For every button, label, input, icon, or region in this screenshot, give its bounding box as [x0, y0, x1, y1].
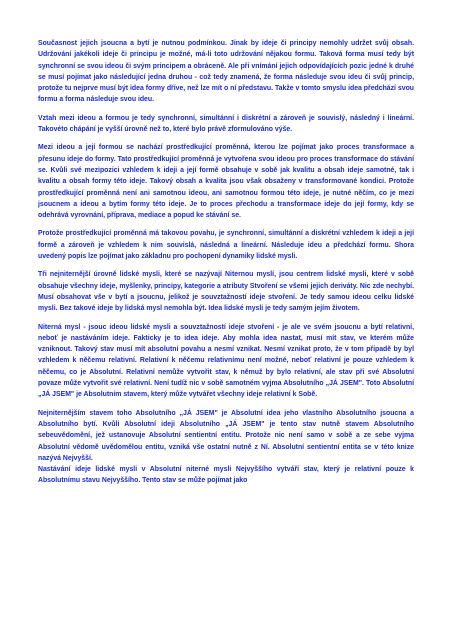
- paragraph-7: Nejniternějším stavem toho Absolutního „JÁ JSEM" je Absolutní idea jeho vlastního Absolutního jsoucna a Absolutního bytí. Kvůli Absolutní ideji Absolutního „JÁ JSEM" je tento stav nutně stavem Absolutního sebeuvědomění, jež ustanovuje Absolutní sentientní entitu. Protože nic není samo v sobě a ze sebe vyjma Absolutní vědomě uvědomělou entitu, vzniká vše ostatní nutně z Ní. Absolutní sentientní entita se v této knize nazývá Nejvyšší.: [38, 409, 414, 462]
- paragraph-5: Tři nejniternější úrovně lidské mysli, které se nazývají Niternou myslí, jsou centrem lidské mysli, které v sobě obsahuje všechny ideje, myšlenky, principy, kategorie a atributy Stvoření se všemi jejich deriváty. Nic zde nechybí. Musí obsahovat vše v bytí a jsoucnu, jelikož je souvztažností ideje stvoření. Je tedy samou ideou celku lidské mysli. Bez takové ideje by lidská mysl nemohla být. Idea lidské mysli je tedy samým jejím životem.: [38, 271, 414, 313]
- paragraph-1: Současnost jejich jsoucna a bytí je nutnou podmínkou. Jinak by ideje či principy nemohly udržet svůj obsah. Udržování jakékoli ideje či principu je možné, má-li toto udržování nějakou formu. Taková forma musí tedy být synchronní se svou ideou či svým principem a obráceně. Ale při vnímání jejich odpovídajících pozic jedné k druhé se musí pojímat jako následující jedna druhou - což tedy znamená, že forma následuje svou ideu či svůj princip, protože tu nejprve musí být idea formy dříve, než lze mít o ní představu. Takže v tomto smyslu idea předchází svou formu a forma následuje svou ideu.: [38, 40, 414, 104]
- paragraph-2: Vztah mezi ideou a formou je tedy synchronní, simultánní i diskrétní a zároveň je souvislý, následný i lineární. Takovéto chápání je vyšší úrovně než to, které bylo právě zformulováno výše.: [38, 114, 414, 134]
- paragraph-4: Protože prostředkující proměnná má takovou povahu, je synchronní, simultánní a diskrétní vzhledem k ideji a její formě a zároveň je vzhledem k nim souvislá, následná a lineární. Následuje ideu a předchází formu. Shora uvedený popis lze pojímat jako základnu pro pochopení dynamiky lidské mysli.: [38, 230, 414, 261]
- paragraph-8: Nastávání ideje lidské mysli v Absolutní niterné mysli Nejvyššího vytváří stav, který je relativní pouze k Absolutnímu stavu Nejvyššího. Tento stav se může pojímat jako: [38, 466, 414, 485]
- paragraph-3: Mezi ideou a její formou se nachází prostředkující proměnná, kterou lze pojímat jako proces transformace a přesunu ideje do formy. Tato prostředkující proměnná je vytvořena svou ideou pro proces transformace do stávání se. Kvůli své mezipozici vzhledem k ideji a její formě obsahuje v sobě jak kvalitu a obsah ideje samotné, tak i kvalitu a obsah formy této ideje. Takový obsah a kvalita jsou však obsaženy v transformované kondici. Protože prostředkující proměnná není ani samotnou ideou, ani samotnou formou této ideje, je nutné něčím, co je mezi jsoucnem a ideou a bytím formy této ideje. Je to proces přechodu a transformace ideje do její formy, kdy se odehrává vyrovnání, příprava, mediace a popud ke stávání se.: [38, 144, 414, 220]
- paragraph-6: Niterná mysl - jsouc ideou lidské mysli a souvztažností ideje stvoření - je ale ve svém jsoucnu a bytí relativní, neboť je nastáváním ideje. Fakticky je to idea ideje. Aby mohla idea nastat, musí mít stav, ve kterém může vzniknout. Takový stav musí mít absolutní povahu a nesmí vznikat. Nesmí vznikat proto, že v tom případě by byl vzhledem k něčemu relativní. Relativní k něčemu relativnímu není možné, neboť relativní je pouze vzhledem k něčemu, co je Absolutní. Relativní nemůže vytvořit stav, k němuž by bylo relativní, ale stav při své Absolutní povaze může vytvořit své relativní. Není tudíž nic v sobě samotném vyjma Absolutního „JÁ JSEM". Toto Absolutní „JÁ JSEM" je Absolutním stavem, který může vytvářet všechny ideje relativní k Sobě.: [38, 323, 414, 399]
